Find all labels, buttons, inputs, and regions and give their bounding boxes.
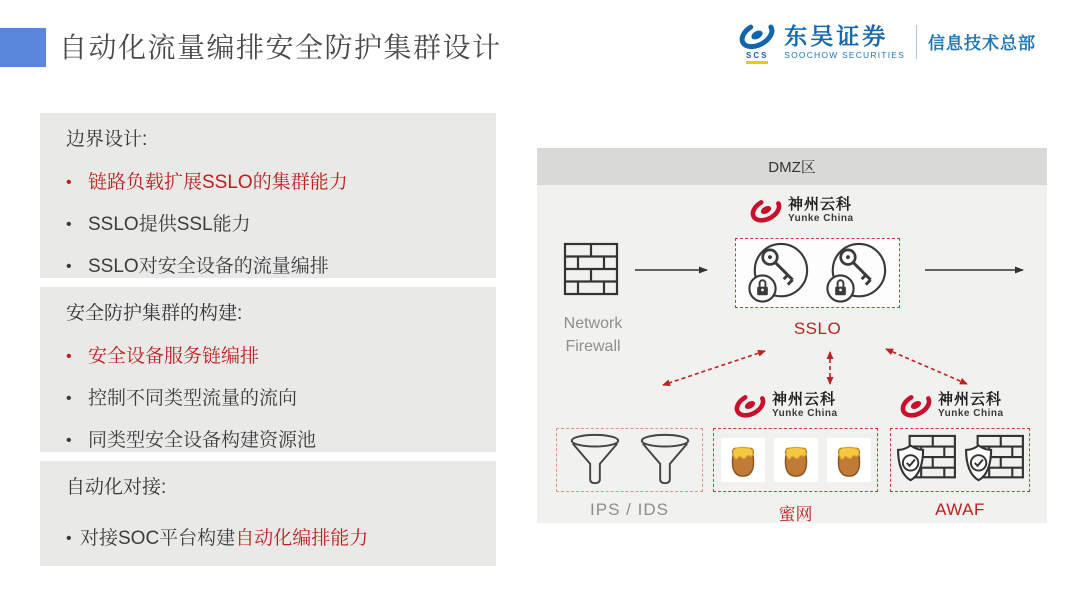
bullet-text: 同类型安全设备构建资源池 — [88, 430, 317, 451]
company-name-cn: 东吴证券 — [784, 22, 889, 49]
bullet-item — [66, 527, 478, 551]
page-title: 自动化流量编排安全防护集群设计 — [59, 32, 502, 63]
bullet-marker: • — [66, 174, 72, 191]
bullet-text: 安全设备服务链编排 — [88, 346, 260, 367]
bullet-text-highlight: 自动化编排能力 — [235, 528, 369, 549]
yunke-name-en: Yunke China — [772, 407, 838, 419]
panel-heading: 边界设计: — [66, 129, 148, 150]
yunke-name-cn: 神州云科 — [938, 390, 1003, 408]
panel-cluster-build — [40, 287, 496, 452]
flow-arrows — [537, 148, 1047, 523]
bullet-item — [66, 171, 478, 195]
dmz-diagram-panel — [537, 148, 1047, 523]
yunke-name-cn: 神州云科 — [788, 195, 853, 213]
ips-ids-label: IPS / IDS — [590, 500, 669, 519]
network-firewall-label: Network Firewall — [563, 315, 623, 355]
bullet-item — [66, 387, 478, 411]
yunke-name-cn: 神州云科 — [772, 390, 837, 408]
logo-divider — [916, 25, 917, 59]
bullet-item — [66, 345, 478, 369]
logo-abbr: SCS — [746, 52, 768, 64]
panel-border-design — [40, 113, 496, 278]
bullet-text: SSLO提供SSL能力 — [88, 214, 251, 235]
soochow-logo — [737, 20, 1036, 64]
bullet-text: 链路负载扩展SSLO的集群能力 — [88, 172, 348, 193]
bullet-text: 控制不同类型流量的流向 — [88, 388, 298, 409]
bullet-marker: • — [66, 216, 72, 233]
yunke-name-en: Yunke China — [938, 407, 1004, 419]
yunke-name-en: Yunke China — [788, 212, 854, 224]
department-name: 信息技术总部 — [928, 34, 1036, 54]
bullet-item — [66, 429, 478, 453]
honeynet-label: 蜜网 — [778, 505, 813, 524]
bullet-text: SSLO对安全设备的流量编排 — [88, 256, 329, 277]
bullet-marker: • — [66, 530, 72, 547]
arrow-sslo-ips — [663, 351, 765, 385]
bullet-marker: • — [66, 348, 72, 365]
dmz-zone-label: DMZ区 — [768, 159, 816, 176]
awaf-label: AWAF — [935, 500, 985, 519]
arrow-sslo-awaf — [886, 349, 967, 384]
soochow-swirl-icon — [737, 20, 777, 64]
bullet-marker: • — [66, 390, 72, 407]
bullet-item — [66, 255, 478, 279]
title-accent-bar — [0, 28, 46, 67]
bullet-text — [80, 527, 368, 551]
bullet-marker: • — [66, 258, 72, 275]
swirl-icon — [737, 20, 777, 52]
bullet-item — [66, 213, 478, 237]
panel-heading: 安全防护集群的构建: — [66, 303, 243, 324]
company-name-en: SOOCHOW SECURITIES — [784, 49, 905, 60]
sslo-label: SSLO — [793, 319, 842, 338]
panel-automation — [40, 461, 496, 566]
bullet-marker: • — [66, 432, 72, 449]
bullet-text-plain: 对接SOC平台构建 — [80, 528, 236, 549]
panel-heading: 自动化对接: — [66, 477, 167, 498]
